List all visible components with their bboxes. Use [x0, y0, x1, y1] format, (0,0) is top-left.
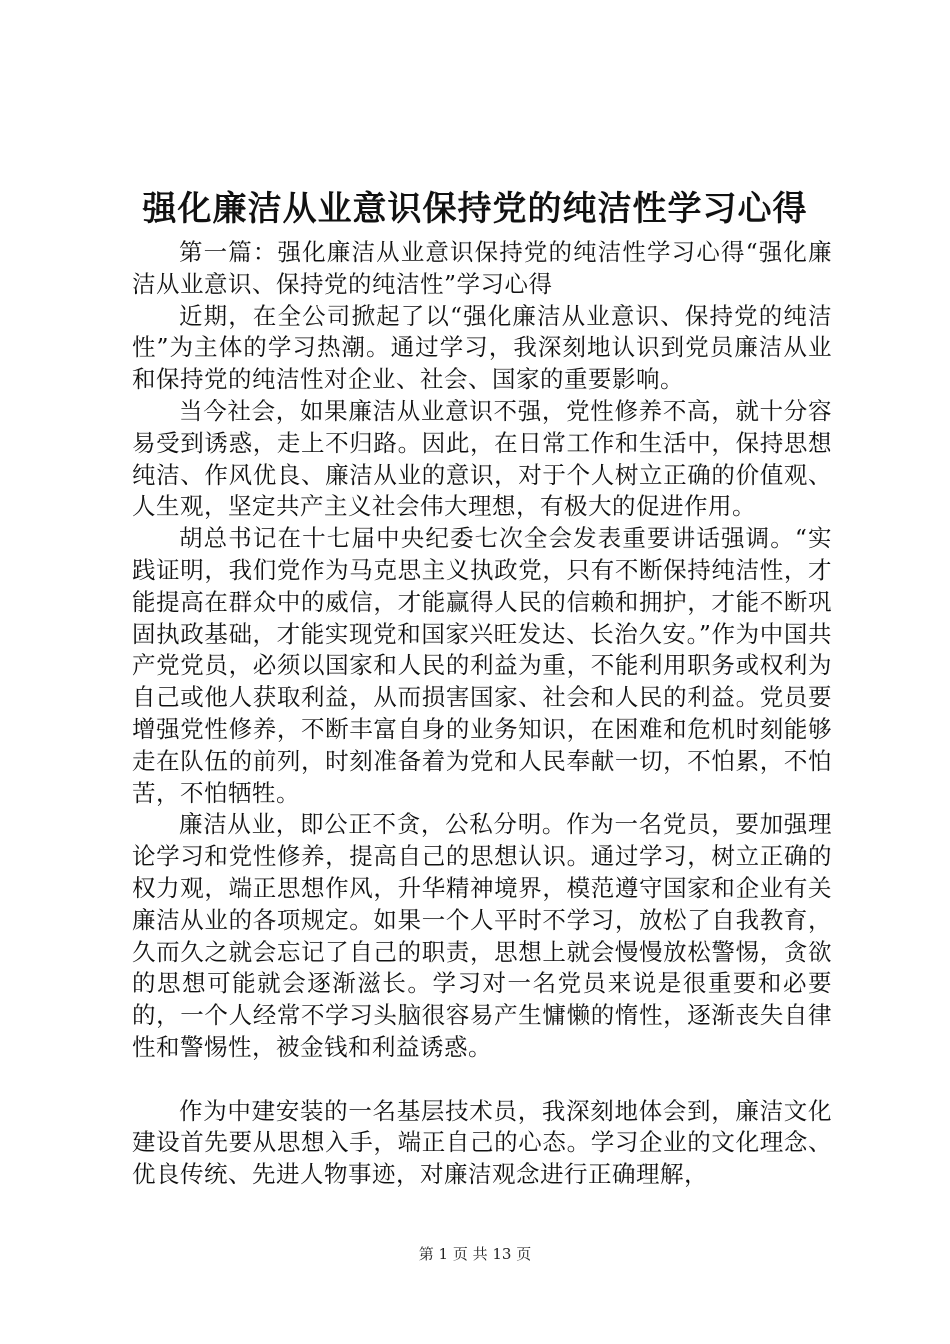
- paragraph: 当今社会，如果廉洁从业意识不强，党性修养不高，就十分容易受到诱惑，走上不归路。因此，在日常工作和生活中，保持思想纯洁、作风优良、廉洁从业的意识，对于个人树立正确的价值观、人生观，坚定共产主义社会伟大理想，有极大的促进作用。: [132, 396, 832, 521]
- document-title: 强化廉洁从业意识保持党的纯洁性学习心得: [142, 189, 808, 229]
- document-body: [132, 237, 832, 1191]
- paragraph: 第一篇：强化廉洁从业意识保持党的纯洁性学习心得“强化廉洁从业意识、保持党的纯洁性”学习心得: [132, 238, 832, 298]
- page-number-footer: 第 1 页 共 13 页: [418, 1245, 532, 1263]
- paragraph: 胡总书记在十七届中央纪委七次全会发表重要讲话强调。“实践证明，我们党作为马克思主义执政党，只有不断保持纯洁性，才能提高在群众中的威信，才能赢得人民的信赖和拥护，才能不断巩固执政基础，才能实现党和国家兴旺发达、长治久安。”作为中国共产党党员，必须以国家和人民的利益为重，不能利用职务或权利为自己或他人获取利益，从而损害国家、社会和人民的利益。党员要增强党性修养，不断丰富自身的业务知识，在困难和危机时刻能够走在队伍的前列，时刻准备着为党和人民奉献一切，不怕累，不怕苦，不怕牺牲。: [132, 524, 832, 807]
- paragraph: 廉洁从业，即公正不贪，公私分明。作为一名党员，要加强理论学习和党性修养，提高自己的思想认识。通过学习，树立正确的权力观，端正思想作风，升华精神境界，模范遵守国家和企业有关廉洁从业的各项规定。如果一个人平时不学习，放松了自我教育，久而久之就会忘记了自己的职责，思想上就会慢慢放松警惕，贪欲的思想可能就会逐渐滋长。学习对一名党员来说是很重要和必要的，一个人经常不学习头脑很容易产生慵懒的惰性，逐渐丧失自律性和警惕性，被金钱和利益诱惑。: [132, 810, 832, 1061]
- paragraph: 作为中建安装的一名基层技术员，我深刻地体会到，廉洁文化建设首先要从思想入手，端正自己的心态。学习企业的文化理念、优良传统、先进人物事迹，对廉洁观念进行正确理解，: [132, 1096, 832, 1189]
- paragraph: 近期，在全公司掀起了以“强化廉洁从业意识、保持党的纯洁性”为主体的学习热潮。通过学习，我深刻地认识到党员廉洁从业和保持党的纯洁性对企业、社会、国家的重要影响。: [132, 301, 832, 394]
